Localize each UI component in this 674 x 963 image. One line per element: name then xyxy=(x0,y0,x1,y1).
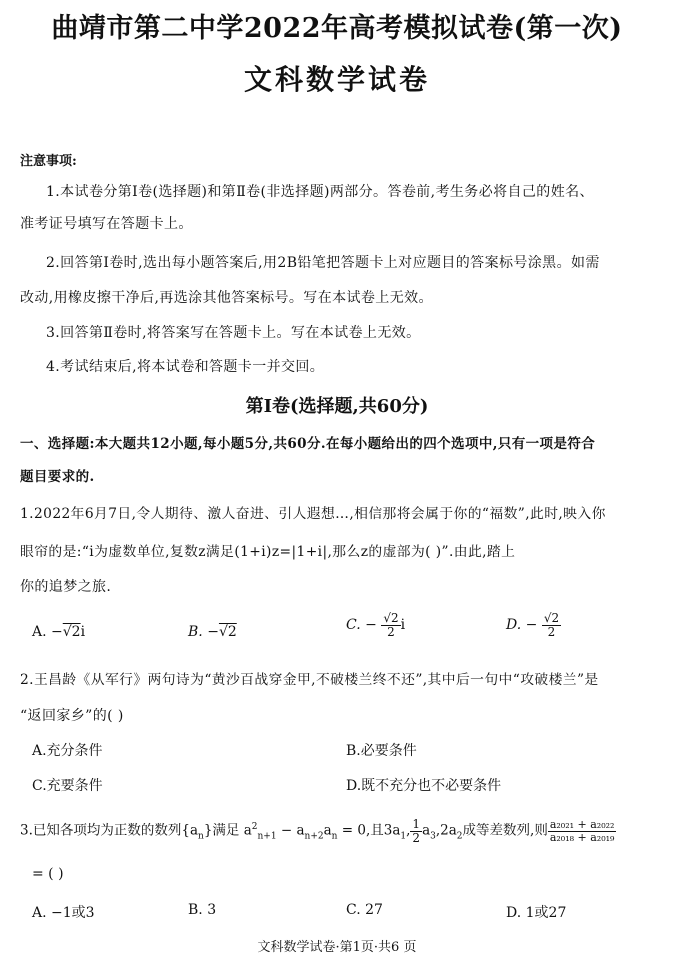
q1-option-a xyxy=(32,624,85,640)
q1-option-d-numerator: √2 xyxy=(543,611,560,625)
q1-option-b-label: B. xyxy=(188,624,203,640)
exam-title: 曲靖市第二中学2022年高考模拟试卷(第一次) xyxy=(51,13,623,44)
q3-option-d: D. 1或27 xyxy=(506,905,567,921)
q3-half-numerator: 1 xyxy=(412,817,421,831)
q3-mid-3: a xyxy=(323,822,332,839)
q1-option-b-root: √2 xyxy=(218,624,237,640)
q1-option-c-tail: i xyxy=(400,617,406,634)
q1-option-b xyxy=(188,624,237,640)
notice-item-1-line-2: 准考证号填写在答题卡上。 xyxy=(20,216,193,232)
q1-option-c-numerator: √2 xyxy=(383,611,399,625)
q3-sub-6: 2 xyxy=(456,831,463,842)
q2-option-d: D.既不充分也不必要条件 xyxy=(346,778,502,794)
section-title: 第Ⅰ卷(选择题,共60分) xyxy=(245,396,429,417)
q3-sub-4: 1 xyxy=(400,831,407,842)
q2-line-1: 2.王昌龄《从军行》两句诗为“黄沙百战穿金甲,不破楼兰终不还”,其中后一句中“攻破楼兰”是 xyxy=(20,672,599,688)
q1-option-a-sign: − xyxy=(51,624,63,640)
q3-sub-5: 3 xyxy=(430,831,436,842)
q3-mid-4: = 0,且3a xyxy=(337,822,401,839)
notice-heading: 注意事项: xyxy=(20,154,77,169)
page-footer: 文科数学试卷·第1页·共6 页 xyxy=(257,940,417,955)
q1-option-c-label: C. xyxy=(346,617,361,634)
q3-sq-sup: 2 xyxy=(251,822,258,833)
q3-mid-6: ,2a xyxy=(435,822,457,839)
q3-mid-2: − a xyxy=(276,822,305,839)
q3-line-2: = ( ) xyxy=(32,866,64,882)
q3-ratio-numerator: a₂₀₂₁ + a₂₀₂₂ xyxy=(549,818,615,832)
q1-line-2: 眼帘的是:“i为虚数单位,复数z满足(1+i)z=|1+i|,那么z的虚部为( )”.由此,踏上 xyxy=(20,544,516,560)
q3-half-fraction xyxy=(410,818,422,844)
q1-option-c-sign: − xyxy=(365,617,377,634)
q1-option-c-denominator: 2 xyxy=(387,624,395,639)
q2-option-a: A.充分条件 xyxy=(32,743,103,759)
q3-ratio-denominator: a₂₀₁₈ + a₂₀₁₉ xyxy=(549,830,615,844)
q3-sub-3: n xyxy=(331,831,338,842)
q3-line-1: 3.已知各项均为正数的数列$\{a_n\}$满足 $a^2_{n+1} - a_{n+2}a_n = 0$,且$3a_1$, $\frac{1}{2}$ $a_3,2a_2$成等差数列,则 $\frac{\text{a₂₀₂₁ + a₂₀₂₂}}{\text{a₂₀₁₈ + a₂₀₁₉}}$ xyxy=(20,817,615,845)
q1-option-d xyxy=(506,612,561,638)
notice-item-2-line-2: 改动,用橡皮擦干净后,再选涂其他答案标号。写在本试卷上无效。 xyxy=(20,290,433,306)
section-instruction-line-1: 一、选择题:本大题共12小题,每小题5分,共60分.在每小题给出的四个选项中,只有一项是符合 xyxy=(20,436,596,452)
q3-prefix: 3.已知各项均为正数的数列{a xyxy=(20,822,199,839)
q3-option-b: B. 3 xyxy=(188,902,217,918)
q1-option-a-tail: i xyxy=(80,624,86,640)
q2-option-c: C.充要条件 xyxy=(32,778,103,794)
q1-line-1: 1.2022年6月7日,令人期待、激人奋进、引人遐想…,相信那将会属于你的“福数”,此时,映入你 xyxy=(20,506,606,522)
q1-option-b-sign: − xyxy=(207,624,219,640)
q1-option-d-fraction xyxy=(542,612,561,638)
q2-line-2: “返回家乡”的( ) xyxy=(20,708,124,724)
q1-option-d-label: D. xyxy=(506,617,522,634)
q1-line-3: 你的追梦之旅. xyxy=(20,579,112,595)
q3-mid-1: }满足 a xyxy=(203,822,252,839)
q1-option-c-fraction xyxy=(381,612,400,638)
q3-sub-2: n+2 xyxy=(304,831,324,842)
q1-option-d-sign: − xyxy=(525,617,538,634)
notice-item-3: 3.回答第Ⅱ卷时,将答案写在答题卡上。写在本试卷上无效。 xyxy=(46,325,421,341)
q3-option-a: A. −1或3 xyxy=(32,905,95,921)
q3-mid-7: 成等差数列,则 xyxy=(462,822,548,839)
q3-ratio-fraction xyxy=(548,819,617,843)
q1-option-a-root: √2 xyxy=(62,624,81,640)
q1-option-d-denominator: 2 xyxy=(547,624,556,639)
q1-option-c xyxy=(346,612,405,638)
notice-item-4: 4.考试结束后,将本试卷和答题卡一并交回。 xyxy=(46,359,325,375)
notice-item-1-line-1: 1.本试卷分第Ⅰ卷(选择题)和第Ⅱ卷(非选择题)两部分。答卷前,考生务必将自己的姓名、 xyxy=(46,184,594,200)
section-instruction-line-2: 题目要求的. xyxy=(20,469,95,485)
q1-option-a-label: A. xyxy=(32,624,47,640)
q3-mid-5: a xyxy=(422,822,431,839)
exam-subtitle: 文科数学试卷 xyxy=(243,63,430,96)
notice-item-2-line-1: 2.回答第Ⅰ卷时,选出每小题答案后,用2B铅笔把答题卡上对应题目的答案标号涂黑。如需 xyxy=(46,255,600,271)
q3-option-c: C. 27 xyxy=(346,902,383,918)
q3-half-denominator: 2 xyxy=(412,830,421,845)
q3-sq-sub: n+1 xyxy=(257,831,277,842)
q3-seq-sub: n xyxy=(198,831,204,842)
q2-option-b: B.必要条件 xyxy=(346,743,417,759)
